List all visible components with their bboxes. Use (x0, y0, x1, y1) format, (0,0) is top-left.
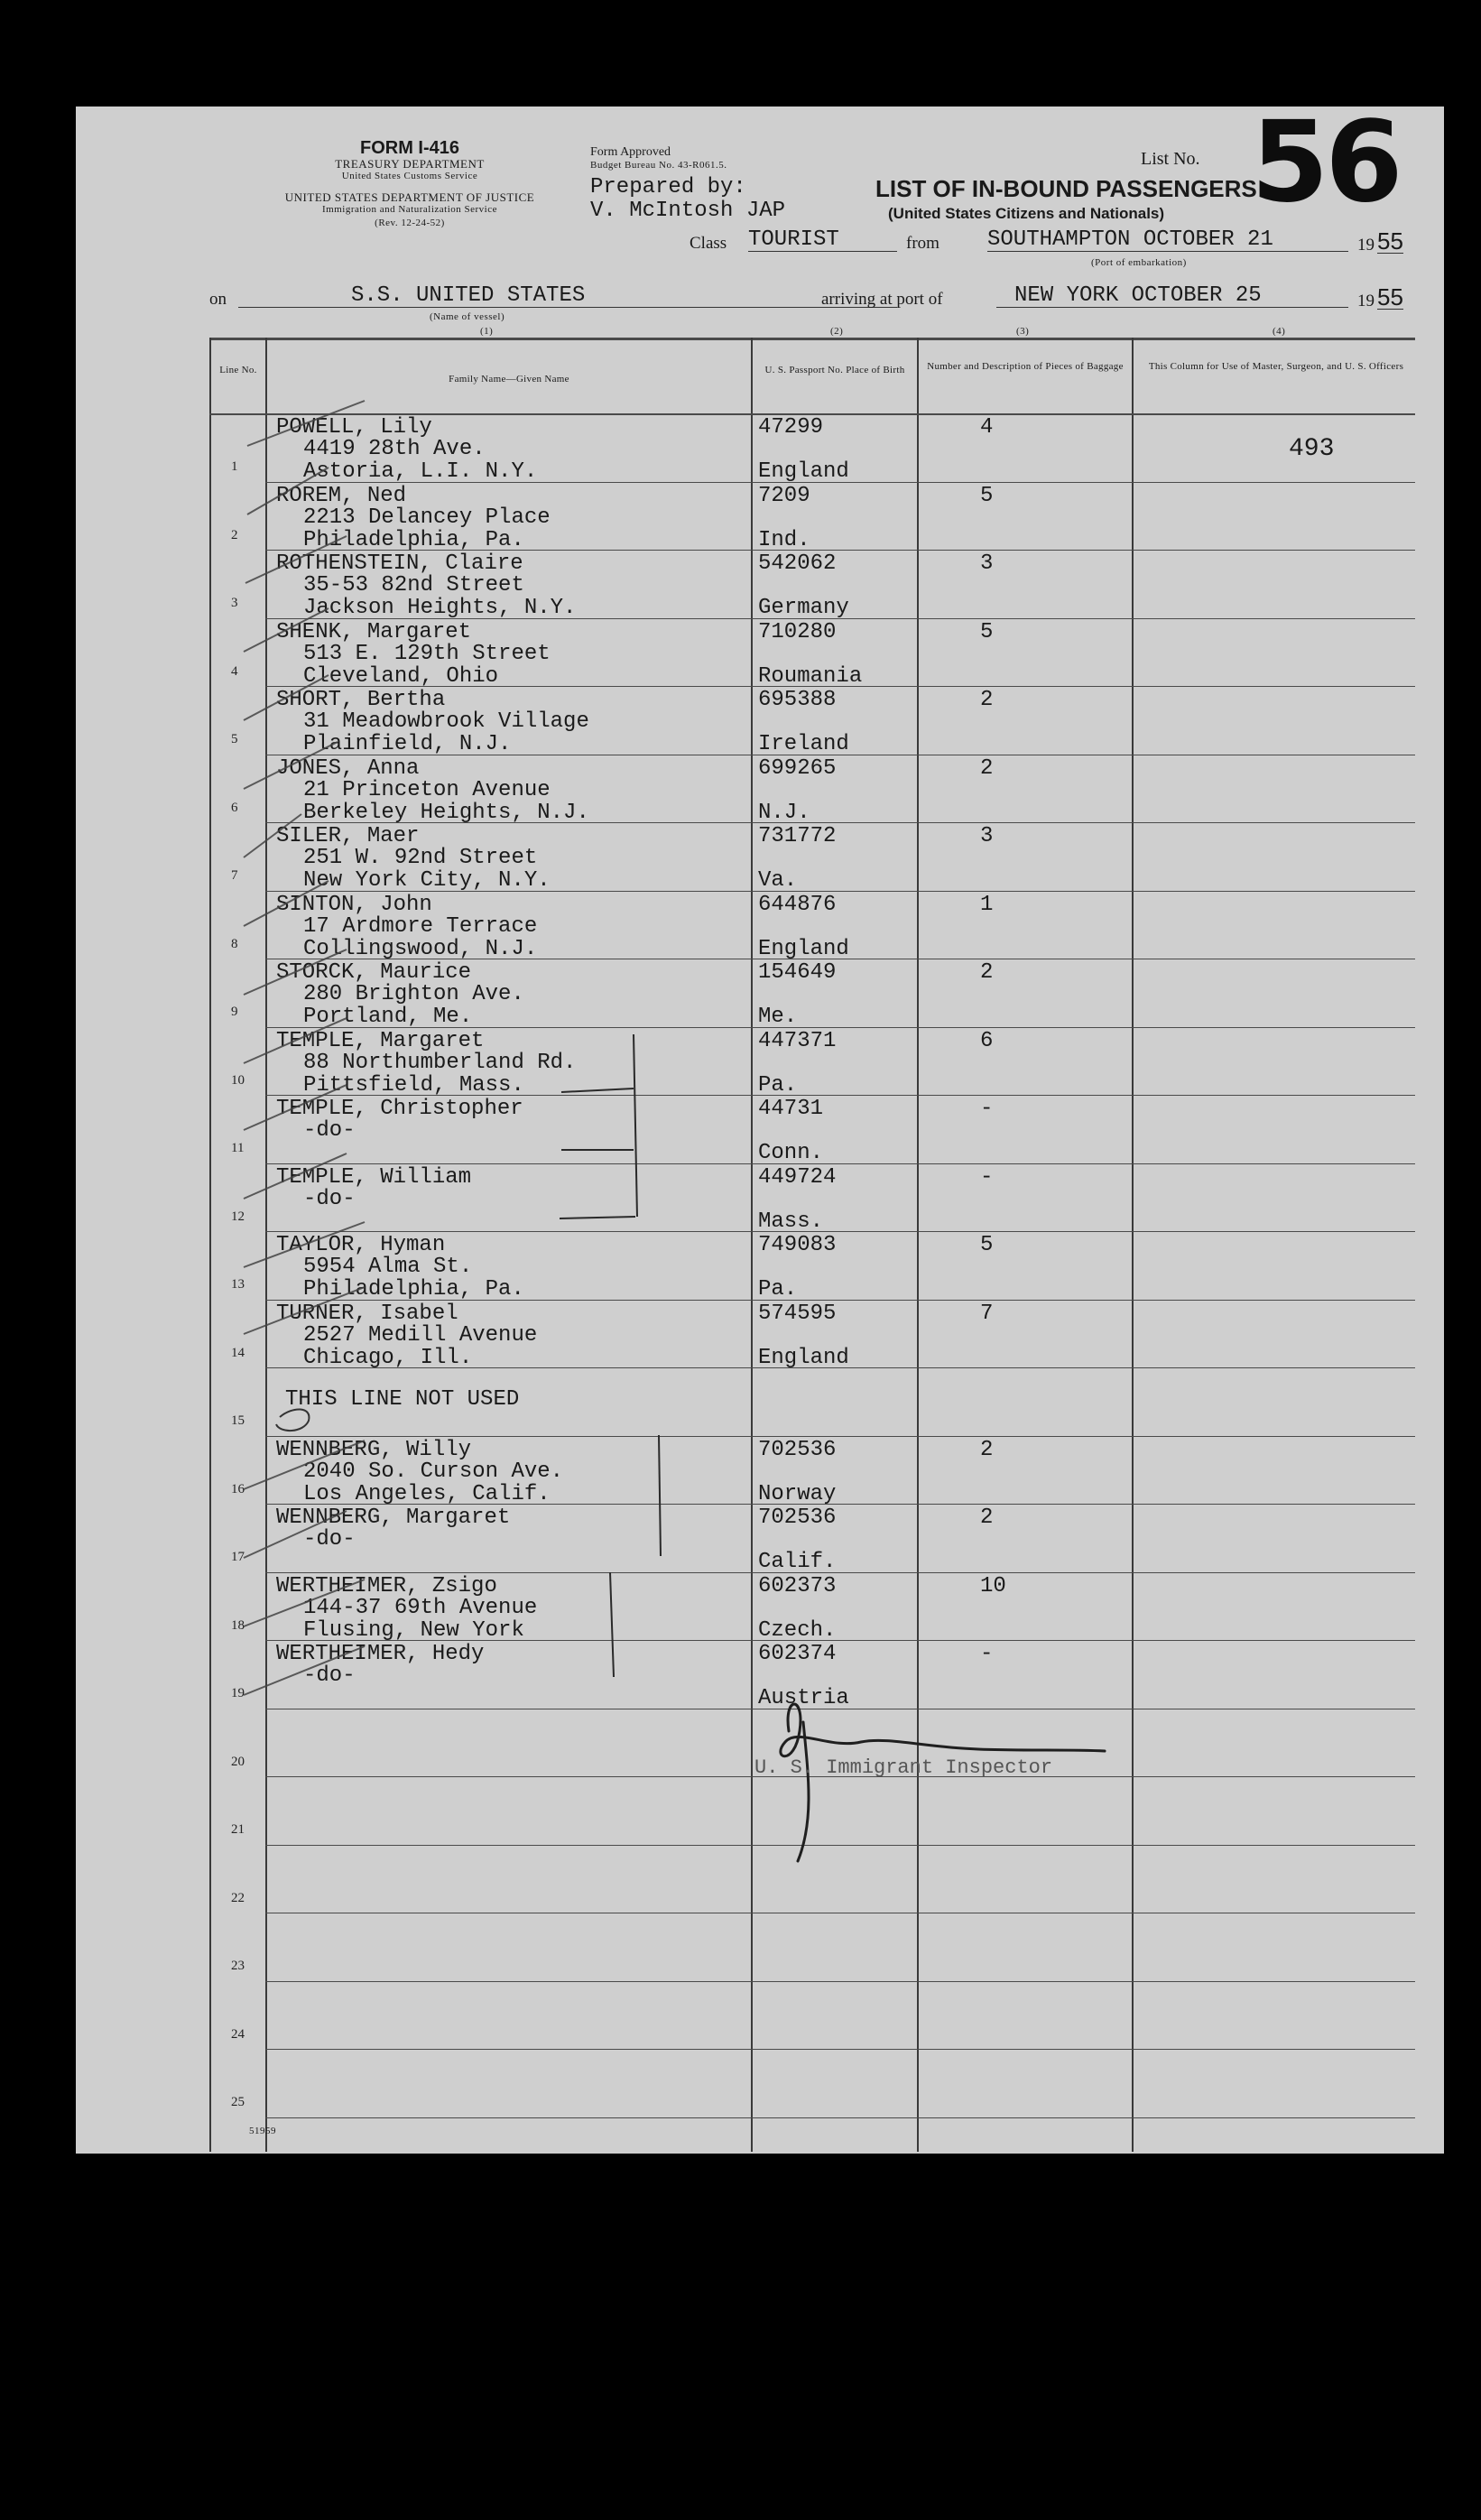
passport-no: 602374 (758, 1642, 837, 1666)
line-number: 17 (231, 1550, 245, 1564)
passenger-name: ROTHENSTEIN, Claire (276, 551, 523, 576)
address-line-2: New York City, N.Y. (303, 868, 551, 893)
col-num-3: (3) (1016, 326, 1030, 337)
address-line-1: -do- (303, 1527, 356, 1552)
passport-no: 731772 (758, 824, 837, 848)
address-line-1: 2040 So. Curson Ave. (303, 1459, 564, 1484)
col-header-passport: U. S. Passport No. Place of Birth (764, 365, 905, 375)
passenger-name: WENNBERG, Willy (276, 1437, 472, 1462)
manifest-page (76, 97, 1444, 2154)
on-label: on (209, 290, 227, 309)
place-of-birth: England (758, 936, 849, 961)
baggage-count: 5 (980, 1233, 994, 1257)
col-header-officers: This Column for Use of Master, Surgeon, and U. S. Officers (1148, 361, 1404, 372)
passenger-name: TEMPLE, Margaret (276, 1028, 485, 1053)
list-no-label: List No. (1141, 149, 1200, 169)
line-number: 6 (231, 800, 238, 815)
passport-no: 602373 (758, 1573, 837, 1598)
line-number: 3 (231, 596, 238, 610)
baggage-count: 2 (980, 688, 994, 712)
passenger-name: SHORT, Bertha (276, 688, 446, 712)
line-number: 18 (231, 1617, 245, 1633)
line-number: 8 (231, 936, 238, 951)
baggage-count: 3 (980, 551, 994, 576)
class-value: TOURIST (748, 229, 897, 252)
place-of-birth: Ireland (758, 732, 849, 756)
justice-dept: UNITED STATES DEPARTMENT OF JUSTICE (284, 190, 535, 204)
passenger-name: WERTHEIMER, Hedy (276, 1642, 485, 1666)
budget-bureau: Budget Bureau No. 43-R061.5. (590, 160, 727, 171)
baggage-count: 7 (980, 1301, 994, 1326)
line-number: 5 (231, 732, 238, 746)
place-of-birth: Germany (758, 596, 849, 620)
address-line-1: 280 Brighton Ave. (303, 982, 524, 1006)
address-line-2: Los Angeles, Calif. (303, 1481, 551, 1506)
passport-no: 7209 (758, 483, 810, 508)
prepared-by-label: Prepared by: (590, 175, 746, 199)
address-line-2: Philadelphia, Pa. (303, 527, 524, 552)
address-line-1: 144-37 69th Avenue (303, 1595, 538, 1620)
passenger-name: WERTHEIMER, Zsigo (276, 1573, 497, 1598)
baggage-count: 5 (980, 619, 994, 644)
address-line-1: 513 E. 129th Street (303, 641, 551, 666)
col-num-2: (2) (830, 326, 844, 337)
passenger-name: POWELL, Lily (276, 415, 432, 440)
from-value: SOUTHAMPTON OCTOBER 21 (987, 229, 1348, 252)
col-header-line-no: Line No. (219, 365, 257, 375)
address-line-1: 4419 28th Ave. (303, 437, 486, 461)
address-line-2: Philadelphia, Pa. (303, 1277, 524, 1302)
place-of-birth: Va. (758, 868, 798, 893)
passport-no: 699265 (758, 755, 837, 781)
address-line-1: 35-53 82nd Street (303, 573, 524, 598)
passport-no: 702536 (758, 1506, 837, 1530)
baggage-count: 2 (980, 755, 994, 781)
passenger-name: SHENK, Margaret (276, 619, 472, 644)
line-number: 25 (231, 2095, 245, 2109)
passenger-name: SILER, Maer (276, 824, 420, 848)
passport-no: 710280 (758, 619, 837, 644)
place-of-birth: Pa. (758, 1072, 798, 1098)
address-line-2: Chicago, Ill. (303, 1345, 473, 1370)
passenger-name: JONES, Anna (276, 755, 420, 781)
passport-no: 644876 (758, 892, 837, 917)
address-line-1: 21 Princeton Avenue (303, 777, 551, 802)
baggage-count: 4 (980, 415, 994, 440)
place-of-birth: Conn. (758, 1141, 824, 1165)
passport-no: 695388 (758, 688, 837, 712)
baggage-count: 1 (980, 892, 994, 917)
prepared-by: V. McIntosh JAP (590, 199, 786, 223)
address-line-2: Jackson Heights, N.Y. (303, 596, 577, 620)
col-num-4: (4) (1273, 326, 1286, 337)
address-line-1: 17 Ardmore Terrace (303, 913, 538, 939)
family-brackets (76, 97, 1444, 2154)
baggage-count: 10 (980, 1573, 1006, 1598)
address-line-1: 5954 Alma St. (303, 1255, 473, 1279)
address-line-1: -do- (303, 1118, 356, 1143)
baggage-count: 5 (980, 483, 994, 508)
col-num-1: (1) (480, 326, 494, 337)
line-number: 7 (231, 868, 238, 883)
address-line-2: Flusing, New York (303, 1617, 524, 1643)
passenger-name: ROREM, Ned (276, 483, 407, 508)
address-line-1: 251 W. 92nd Street (303, 846, 538, 870)
year-prefix: 19 (1357, 236, 1375, 255)
address-line-2: Astoria, L.I. N.Y. (303, 459, 538, 484)
line-number: 12 (231, 1209, 245, 1224)
ins-service: Immigration and Naturalization Service (321, 204, 498, 215)
passenger-name: WENNBERG, Margaret (276, 1506, 511, 1530)
passenger-name: TAYLOR, Hyman (276, 1233, 446, 1257)
line-number: 11 (231, 1141, 245, 1155)
address-line-1: -do- (303, 1186, 356, 1211)
line-number: 22 (231, 1890, 245, 1905)
arriving-value: NEW YORK OCTOBER 25 (996, 285, 1348, 308)
passport-no: 702536 (758, 1437, 837, 1462)
form-approved: Form Approved (590, 145, 671, 159)
place-of-birth: Roumania (758, 663, 863, 689)
arriving-label: arriving at port of (821, 290, 943, 309)
from-label: from (906, 234, 940, 253)
address-line-1: 88 Northumberland Rd. (303, 1050, 577, 1075)
passport-no: 154649 (758, 960, 837, 985)
line-number: 16 (231, 1481, 245, 1496)
inspector-label: U. S. Immigrant Inspector (754, 1756, 1053, 1779)
col-header-baggage: Number and Description of Pieces of Baggage (927, 361, 1124, 372)
address-line-2: Cleveland, Ohio (303, 663, 499, 689)
place-of-birth: England (758, 1345, 849, 1370)
line-number: 21 (231, 1822, 245, 1837)
form-number: FORM I-416 (359, 138, 460, 158)
baggage-count: 2 (980, 1506, 994, 1530)
list-number: 56 (1251, 97, 1400, 227)
class-label: Class (690, 234, 727, 253)
baggage-count: 2 (980, 1437, 994, 1462)
passport-no: 574595 (758, 1301, 837, 1326)
baggage-count: - (980, 1642, 994, 1666)
passenger-name: TURNER, Isabel (276, 1301, 458, 1326)
form-revision: (Rev. 12-24-52) (375, 218, 445, 228)
address-line-1: 2527 Medill Avenue (303, 1322, 538, 1348)
year-value-2: 55 (1377, 283, 1403, 310)
line-number: 10 (231, 1072, 245, 1088)
vessel-name-label: (Name of vessel) (430, 311, 505, 322)
passport-no: 542062 (758, 551, 837, 576)
place-of-birth: Norway (758, 1481, 837, 1506)
form-title: LIST OF IN-BOUND PASSENGERS (875, 175, 1257, 202)
passenger-name: TEMPLE, William (276, 1164, 472, 1190)
place-of-birth: N.J. (758, 800, 810, 825)
address-line-2: Collingswood, N.J. (303, 936, 538, 961)
address-line-2: Berkeley Heights, N.J. (303, 800, 589, 825)
place-of-birth: England (758, 459, 849, 484)
address-line-2: Plainfield, N.J. (303, 732, 512, 756)
year-value: 55 (1377, 227, 1403, 255)
baggage-count: - (980, 1164, 994, 1190)
place-of-birth: Me. (758, 1005, 798, 1029)
line-number: 2 (231, 527, 238, 542)
place-of-birth: Ind. (758, 527, 810, 552)
col-header-name: Family Name—Given Name (449, 374, 569, 384)
address-line-1: 2213 Delancey Place (303, 505, 551, 530)
treasury-dept: TREASURY DEPARTMENT (335, 157, 485, 171)
passport-no: 449724 (758, 1164, 837, 1190)
baggage-count: 3 (980, 824, 994, 848)
port-embarkation-label: (Port of embarkation) (1091, 257, 1187, 268)
line-number: 9 (231, 1005, 238, 1019)
line-number: 13 (231, 1277, 245, 1292)
customs-service: United States Customs Service (341, 171, 478, 181)
line-number: 15 (231, 1413, 245, 1428)
place-of-birth: Mass. (758, 1209, 824, 1234)
footer-code: 51959 (249, 2126, 276, 2136)
year-prefix-2: 19 (1357, 292, 1375, 310)
line-number: 20 (231, 1754, 245, 1769)
address-line-1: -do- (303, 1663, 356, 1688)
line-number: 14 (231, 1345, 245, 1360)
passport-no: 47299 (758, 415, 824, 440)
line-number: 24 (231, 2026, 245, 2042)
form-subtitle: (United States Citizens and Nationals) (888, 205, 1165, 222)
place-of-birth: Czech. (758, 1617, 837, 1643)
baggage-count: - (980, 1097, 994, 1121)
address-line-2: Pittsfield, Mass. (303, 1072, 524, 1098)
line-number: 1 (231, 459, 238, 474)
place-of-birth: Calif. (758, 1550, 837, 1574)
passenger-name: STORCK, Maurice (276, 960, 472, 985)
address-line-2: Portland, Me. (303, 1005, 473, 1029)
place-of-birth: Austria (758, 1686, 849, 1710)
passenger-name: SINTON, John (276, 892, 432, 917)
line-number: 19 (231, 1686, 245, 1700)
passport-no: 749083 (758, 1233, 837, 1257)
address-line-1: 31 Meadowbrook Village (303, 709, 589, 734)
vessel-name: S.S. UNITED STATES (238, 285, 897, 308)
baggage-count: 2 (980, 960, 994, 985)
officer-note: 493 (1289, 435, 1335, 463)
line-number: 23 (231, 1959, 245, 1973)
place-of-birth: Pa. (758, 1277, 798, 1302)
passenger-name: THIS LINE NOT USED (285, 1387, 520, 1412)
line-number: 4 (231, 663, 238, 679)
passenger-name: TEMPLE, Christopher (276, 1097, 523, 1121)
passport-no: 447371 (758, 1028, 837, 1053)
baggage-count: 6 (980, 1028, 994, 1053)
passport-no: 44731 (758, 1097, 824, 1121)
